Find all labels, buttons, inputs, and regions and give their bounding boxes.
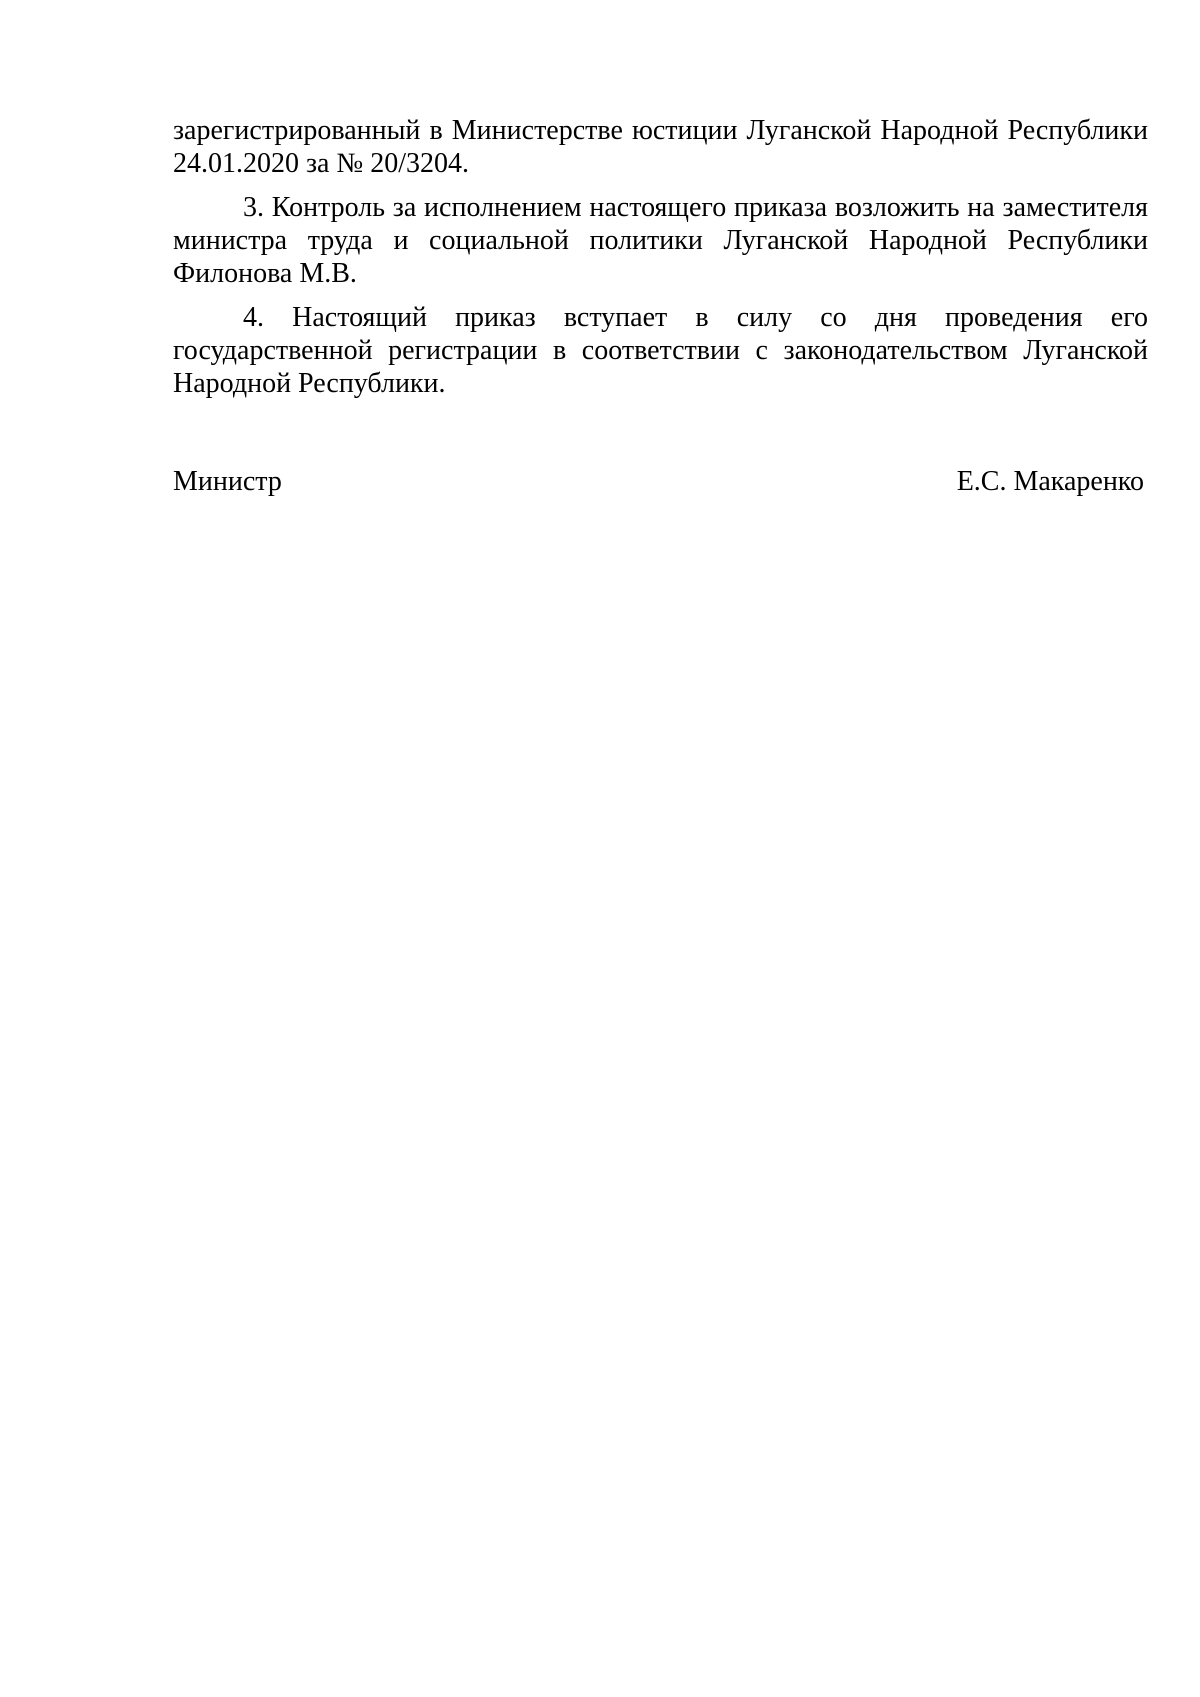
document-body [173,114,1148,400]
signature-position: Министр [173,466,282,497]
signature-block [173,465,1148,498]
paragraph-registration: зарегистрированный в Министерстве юстиции Луганской Народной Республики 24.01.2020 за № 20/3204. [173,115,1148,179]
signature-name: Е.С. Макаренко [956,466,1144,497]
paragraph-item-4-effect: 4. Настоящий приказ вступает в силу со дня проведения его государственной регистрации в соответствии с законодательством Луганской Народной Республики. [173,302,1148,399]
paragraph-item-3-control: 3. Контроль за исполнением настоящего приказа возложить на заместителя министра труда и социальной политики Луганской Народной Республики Филонова М.В. [173,192,1148,289]
